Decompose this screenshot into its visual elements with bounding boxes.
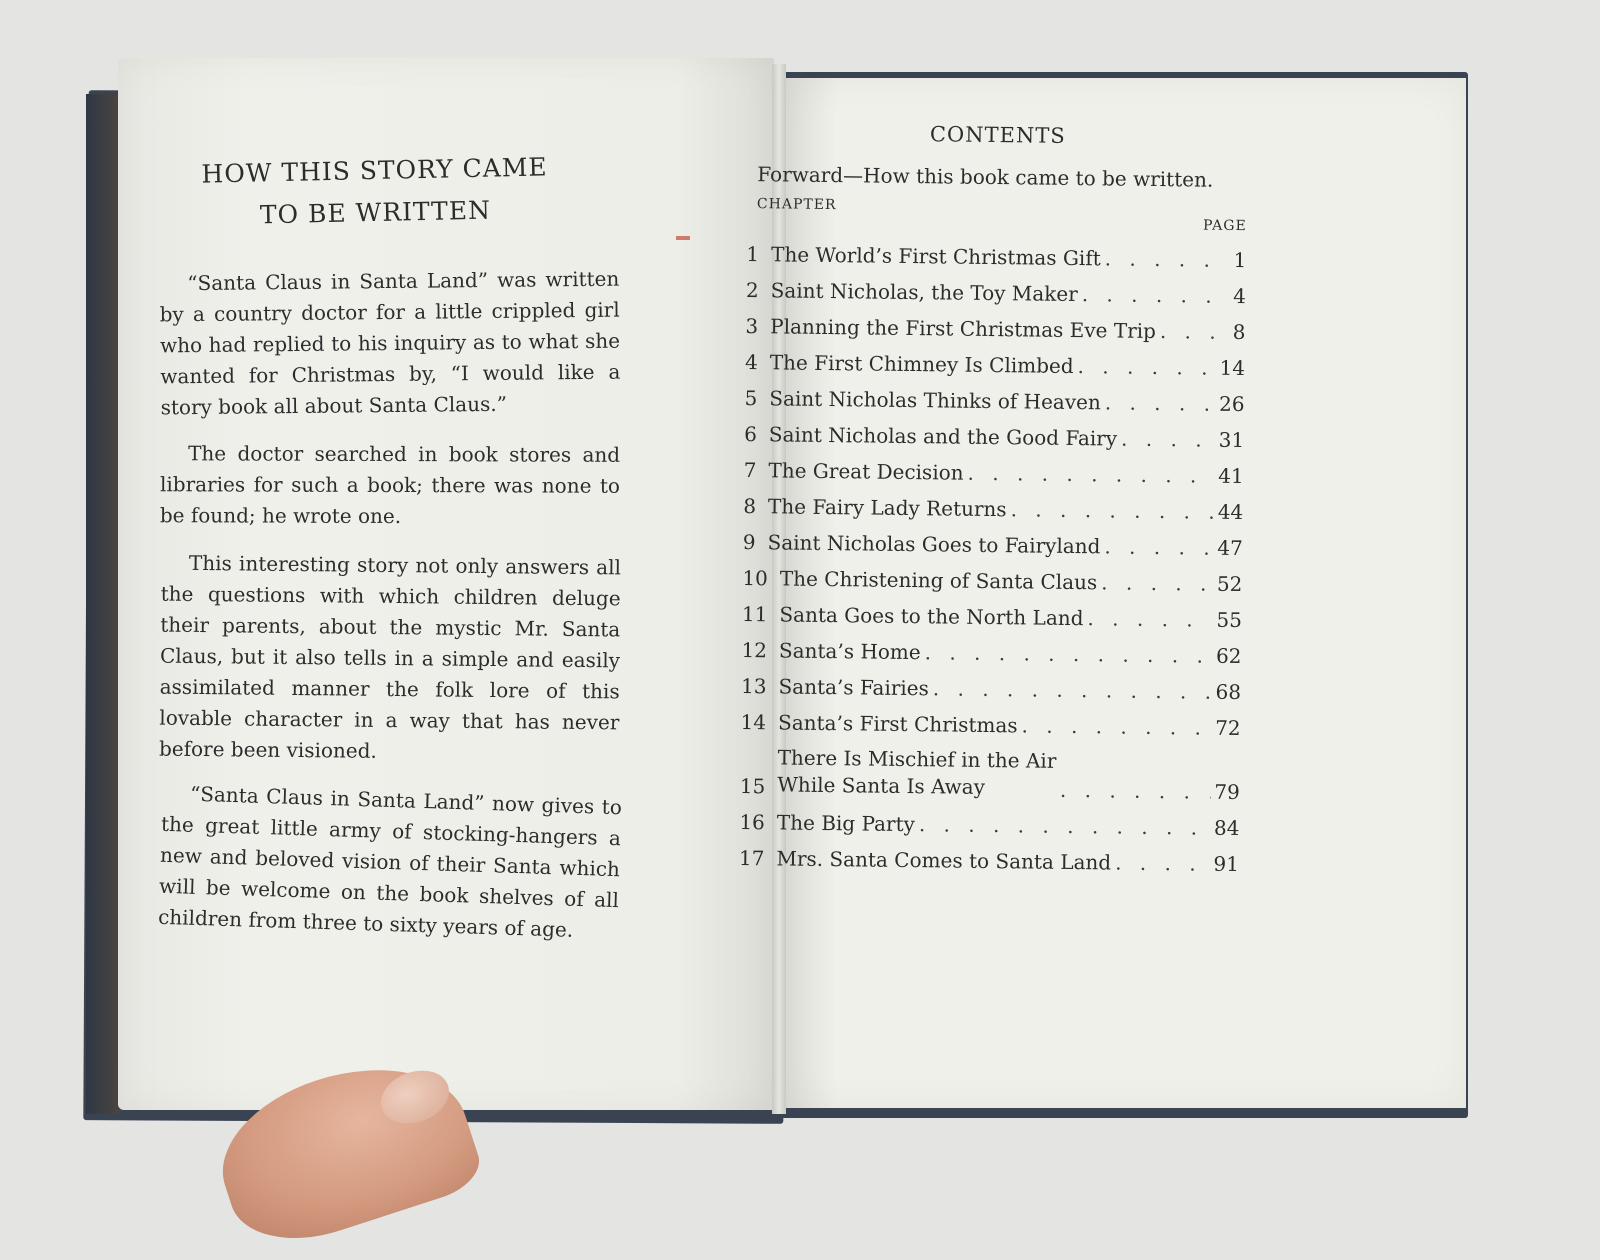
chapter-title: Santa’s Home xyxy=(778,638,921,665)
toc-row xyxy=(744,446,1244,488)
title-line-1: HOW THIS STORY CAME xyxy=(201,152,548,189)
chapter-title: Planning the First Christmas Eve Trip xyxy=(770,314,1157,343)
chapter-page-number: 4 xyxy=(1233,283,1247,309)
dot-leader xyxy=(1011,497,1214,523)
chapter-title: The First Chimney Is Climbed xyxy=(769,350,1074,378)
toc-row xyxy=(744,410,1244,452)
chapter-number: 15 xyxy=(739,773,766,799)
paragraph-4: “Santa Claus in Santa Land” now gives to the great little army of stocking-hangers a new and beloved vision of their Santa which will be welcome on the book shelves of all children from three to sixty years of age. xyxy=(157,781,623,942)
chapter-page-number: 41 xyxy=(1218,463,1244,489)
chapter-number: 16 xyxy=(739,809,766,835)
chapter-page-number: 72 xyxy=(1215,715,1241,741)
table-of-contents xyxy=(739,120,1248,876)
chapter-number: 10 xyxy=(742,565,769,591)
toc-row xyxy=(745,338,1245,380)
toc-row xyxy=(739,834,1239,876)
chapter-title: Saint Nicholas, the Toy Maker xyxy=(770,278,1078,307)
forward-line: Forward—How this book came to be written. xyxy=(757,162,1214,192)
chapter-number: 8 xyxy=(743,493,757,519)
dot-leader xyxy=(1160,319,1229,344)
toc-row xyxy=(740,698,1240,740)
paragraph-1: “Santa Claus in Santa Land” was written by a country doctor for a little crippled girl who had replied to his inquiry as to what she wanted for Christmas by, “I would like a story book all about Santa Claus.” xyxy=(159,266,621,420)
left-page-title xyxy=(184,146,566,238)
chapter-page-number: 31 xyxy=(1218,427,1245,453)
toc-row xyxy=(743,482,1243,524)
dot-leader xyxy=(933,676,1212,703)
toc-rows xyxy=(739,230,1247,876)
chapter-page-number: 62 xyxy=(1215,643,1242,669)
chapter-page-number: 1 xyxy=(1233,247,1247,273)
chapter-page-number: 44 xyxy=(1217,499,1244,525)
red-ink-mark xyxy=(676,236,690,240)
toc-row xyxy=(740,734,1241,804)
chapter-title: The World’s First Christmas Gift xyxy=(770,242,1101,271)
dot-leader xyxy=(1104,534,1213,559)
dot-leader xyxy=(1077,354,1215,380)
dot-leader xyxy=(925,640,1213,668)
chapter-number: 11 xyxy=(741,601,768,627)
chapter-title: Santa’s Fairies xyxy=(778,674,930,701)
dot-leader xyxy=(1082,282,1230,308)
chapter-title: Santa Goes to the North Land xyxy=(779,602,1084,631)
toc-row xyxy=(742,554,1242,596)
chapter-page-number: 52 xyxy=(1216,571,1243,597)
chapter-page-number: 8 xyxy=(1232,319,1246,345)
chapter-number: 17 xyxy=(738,845,765,871)
dot-leader xyxy=(1087,606,1212,632)
chapter-title: Santa’s First Christmas xyxy=(777,710,1018,738)
chapter-title: The Great Decision xyxy=(768,458,964,485)
chapter-title: The Big Party xyxy=(776,810,916,837)
title-line-2: TO BE WRITTEN xyxy=(259,195,492,230)
toc-row xyxy=(742,590,1242,632)
chapter-number: 14 xyxy=(740,709,767,735)
chapter-title-line-1: There Is Mischief in the Air xyxy=(777,745,1057,773)
paragraph-2: The doctor searched in book stores and libraries for such a book; there was none to be found; he wrote one. xyxy=(159,441,621,529)
chapter-page-number: 47 xyxy=(1217,535,1243,561)
paragraph-3: This interesting story not only answers all the questions with which children deluge their parents, about the mystic Mr. Santa Claus, but it also tells in a simple and easily assimilated manner the folk lore of this lovable character in a way that has never before been visioned. xyxy=(158,550,622,763)
dot-leader xyxy=(919,812,1210,840)
chapter-title: Mrs. Santa Comes to Santa Land xyxy=(776,846,1112,875)
dot-leader xyxy=(1105,246,1230,272)
toc-row xyxy=(745,302,1245,344)
chapter-title: Saint Nicholas Thinks of Heaven xyxy=(769,386,1101,415)
toc-row xyxy=(743,518,1243,560)
toc-row xyxy=(739,798,1239,840)
dot-leader xyxy=(1060,778,1211,804)
chapter-number: 9 xyxy=(742,529,756,555)
chapter-page-number: 84 xyxy=(1213,815,1240,841)
chapter-number: 5 xyxy=(744,385,758,411)
toc-row xyxy=(746,266,1246,308)
toc-row xyxy=(744,374,1244,416)
chapter-page-number: 26 xyxy=(1218,391,1245,417)
chapter-header: CHAPTER xyxy=(756,196,837,214)
chapter-number: 7 xyxy=(743,457,757,483)
page-header: PAGE xyxy=(1202,217,1247,235)
chapter-title: The Fairy Lady Returns xyxy=(767,494,1007,522)
chapter-number: 3 xyxy=(745,313,759,339)
toc-row xyxy=(741,626,1241,668)
toc-row xyxy=(741,662,1241,704)
chapter-page-number: 14 xyxy=(1219,355,1246,381)
chapter-number: 13 xyxy=(740,673,767,699)
chapter-title: Saint Nicholas and the Good Fairy xyxy=(768,422,1118,451)
chapter-page-number: 91 xyxy=(1213,851,1240,877)
dot-leader xyxy=(1021,713,1211,739)
chapter-number: 4 xyxy=(744,349,758,375)
chapter-number: 1 xyxy=(746,241,760,267)
page-edge-shadow xyxy=(86,94,120,1114)
chapter-page-number: 68 xyxy=(1215,679,1242,705)
dot-leader xyxy=(1101,570,1213,595)
chapter-title-line-2: While Santa Is Away xyxy=(777,772,986,799)
chapter-title: The Christening of Santa Claus xyxy=(779,566,1098,595)
left-page-body xyxy=(157,266,623,958)
dot-leader xyxy=(1121,427,1215,452)
toc-header xyxy=(747,194,1247,236)
chapter-page-number: 79 xyxy=(1214,779,1240,805)
contents-title: CONTENTS xyxy=(929,122,1066,148)
dot-leader xyxy=(967,461,1214,488)
chapter-title: Saint Nicholas Goes to Fairyland xyxy=(767,530,1101,559)
dot-leader xyxy=(1105,390,1216,415)
chapter-number: 6 xyxy=(744,421,758,447)
chapter-number: 2 xyxy=(745,277,759,303)
chapter-number: 12 xyxy=(741,637,768,663)
chapter-title xyxy=(777,744,1056,801)
dot-leader xyxy=(1115,851,1210,876)
chapter-page-number: 55 xyxy=(1216,607,1243,633)
toc-row xyxy=(746,230,1246,272)
